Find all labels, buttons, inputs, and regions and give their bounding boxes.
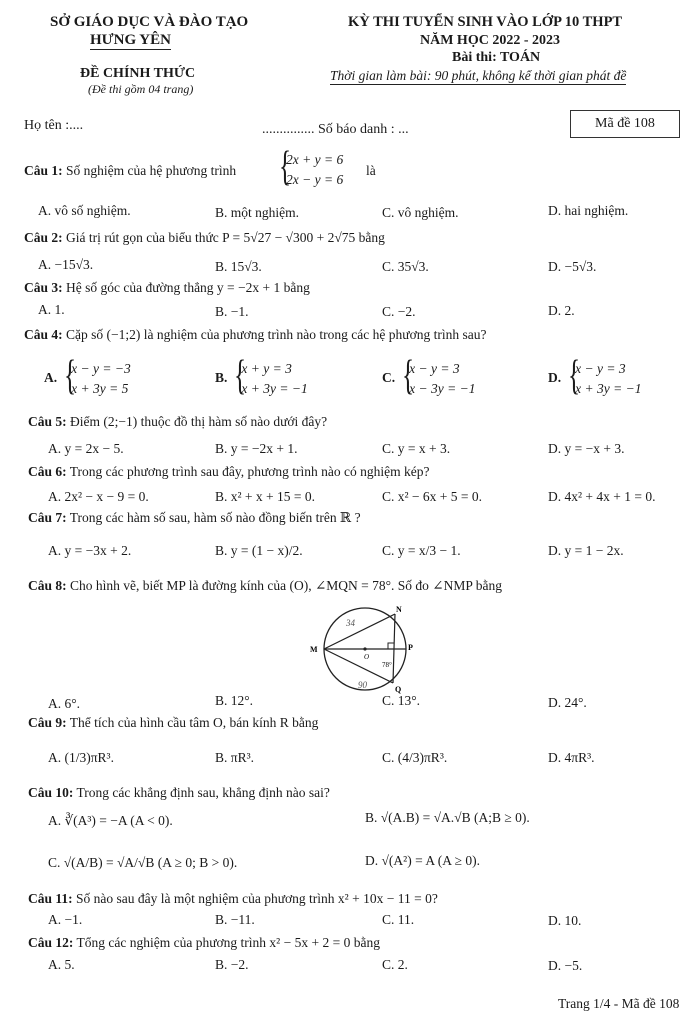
- q2-option-d: D. −5√3.: [548, 259, 597, 274]
- q8-option-d: D. 24°.: [548, 695, 587, 710]
- q3-option-b: B. −1.: [215, 304, 249, 319]
- q5-option-b: B. y = −2x + 1.: [215, 441, 298, 456]
- q6-option-d: D. 4x² + 4x + 1 = 0.: [548, 489, 656, 504]
- q1-system: { 2x + y = 6 2x − y = 6: [278, 150, 343, 190]
- q10-option-b: B. √(A.B) = √A.√B (A;B ≥ 0).: [365, 810, 530, 825]
- q12-option-b: B. −2.: [215, 957, 249, 972]
- q1-option-c: C. vô nghiệm.: [382, 205, 459, 220]
- q7-option-b: B. y = (1 − x)/2.: [215, 543, 303, 558]
- exam-code-box: Mã đề 108: [570, 110, 680, 138]
- time-note: Thời gian làm bài: 90 phút, không kể thời gian phát đề: [330, 68, 627, 83]
- q5-option-d: D. y = −x + 3.: [548, 441, 625, 456]
- question-4: Câu 4: Cặp số (−1;2) là nghiệm của phương trình nào trong các hệ phương trình sau?: [24, 327, 487, 342]
- q10-option-d: D. √(A²) = A (A ≥ 0).: [365, 853, 480, 868]
- q5-option-a: A. y = 2x − 5.: [48, 441, 124, 456]
- q1-option-d: D. hai nghiệm.: [548, 203, 629, 218]
- circle-diagram: [308, 604, 418, 696]
- handwritten-note-1: 34: [346, 618, 355, 628]
- q8-option-c: C. 13°.: [382, 693, 421, 708]
- q6-option-c: C. x² − 6x + 5 = 0.: [382, 489, 483, 504]
- q11-option-d: D. 10.: [548, 913, 582, 928]
- q8-option-b: B. 12°.: [215, 693, 254, 708]
- q11-option-a: A. −1.: [48, 912, 83, 927]
- q7-option-c: C. y = x/3 − 1.: [382, 543, 461, 558]
- q12-option-d: D. −5.: [548, 958, 583, 973]
- dept-line-1: SỞ GIÁO DỤC VÀ ĐÀO TẠO: [50, 14, 249, 30]
- q2-option-c: C. 35√3.: [382, 259, 429, 274]
- question-5: Câu 5: Điểm (2;−1) thuộc đồ thị hàm số nào dưới đây?: [28, 414, 328, 429]
- question-12: Câu 12: Tổng các nghiệm của phương trình x² − 5x + 2 = 0 bằng: [28, 935, 380, 950]
- school-year: NĂM HỌC 2022 - 2023: [420, 33, 560, 48]
- label-n: N: [396, 605, 402, 614]
- q1-option-a: A. vô số nghiệm.: [38, 203, 131, 218]
- question-9: Câu 9: Thể tích của hình cầu tâm O, bán kính R bằng: [28, 715, 319, 730]
- q10-option-c: C. √(A/B) = √A/√B (A ≥ 0; B > 0).: [48, 855, 238, 870]
- q3-option-d: D. 2.: [548, 303, 575, 318]
- name-field: Họ tên :....: [24, 118, 84, 133]
- label-p: P: [408, 643, 413, 652]
- q6-option-a: A. 2x² − x − 9 = 0.: [48, 489, 149, 504]
- question-6: Câu 6: Trong các phương trình sau đây, phương trình nào có nghiệm kép?: [28, 464, 430, 479]
- page-footer: Trang 1/4 - Mã đề 108: [558, 996, 680, 1011]
- q7-option-d: D. y = 1 − 2x.: [548, 543, 624, 558]
- chord-mn: [324, 614, 395, 649]
- q11-option-b: B. −11.: [215, 912, 255, 927]
- q2-option-b: B. 15√3.: [215, 259, 262, 274]
- right-angle-mark: [388, 643, 394, 649]
- label-q: Q: [395, 685, 402, 694]
- q9-option-b: B. πR³.: [215, 750, 254, 765]
- label-o: O: [364, 653, 370, 661]
- q6-option-b: B. x² + x + 15 = 0.: [215, 489, 316, 504]
- question-2: Câu 2: Giá trị rút gọn của biểu thức P = 5√27 − √300 + 2√75 bằng: [24, 230, 385, 245]
- q4-option-c: C.{ x − y = 3 x − 3y = −1: [382, 359, 475, 399]
- candidate-id-field: ............... Số báo danh : ...: [262, 122, 409, 137]
- question-10: Câu 10: Trong các khẳng định sau, khẳng định nào sai?: [28, 785, 330, 800]
- handwritten-note-2: 90: [358, 680, 367, 690]
- q1-option-b: B. một nghiệm.: [215, 205, 299, 220]
- q2-option-a: A. −15√3.: [38, 257, 94, 272]
- q9-option-a: A. (1/3)πR³.: [48, 750, 114, 765]
- dept-line-2: HƯNG YÊN: [90, 32, 171, 48]
- q9-option-d: D. 4πR³.: [548, 750, 595, 765]
- question-3: Câu 3: Hệ số góc của đường thẳng y = −2x + 1 bằng: [24, 280, 310, 295]
- q7-option-a: A. y = −3x + 2.: [48, 543, 132, 558]
- q8-option-a: A. 6°.: [48, 696, 81, 711]
- official-label: ĐỀ CHÍNH THỨC: [80, 66, 196, 81]
- exam-title: KỲ THI TUYỂN SINH VÀO LỚP 10 THPT: [348, 14, 623, 30]
- q10-option-a: A. ∛(A³) = −A (A < 0).: [48, 813, 173, 828]
- q4-option-a: A.{ x − y = −3 x + 3y = 5: [44, 359, 131, 399]
- question-8: Câu 8: Cho hình vẽ, biết MP là đường kính của (O), ∠MQN = 78°. Số đo ∠NMP bằng: [28, 578, 502, 593]
- q12-option-a: A. 5.: [48, 957, 75, 972]
- q8-figure: [308, 604, 418, 696]
- q5-option-c: C. y = x + 3.: [382, 441, 451, 456]
- q12-option-c: C. 2.: [382, 957, 408, 972]
- question-11: Câu 11: Số nào sau đây là một nghiệm của phương trình x² + 10x − 11 = 0?: [28, 891, 438, 906]
- q3-option-c: C. −2.: [382, 304, 416, 319]
- q1-tail: là: [366, 163, 376, 178]
- subject: Bài thi: TOÁN: [452, 50, 541, 65]
- q11-option-c: C. 11.: [382, 912, 415, 927]
- q9-option-c: C. (4/3)πR³.: [382, 750, 448, 765]
- question-7: Câu 7: Trong các hàm số sau, hàm số nào đồng biến trên ℝ ?: [28, 510, 361, 525]
- q4-option-d: D.{ x − y = 3 x + 3y = −1: [548, 359, 641, 399]
- question-1: Câu 1: Số nghiệm của hệ phương trình: [24, 163, 237, 178]
- q4-option-b: B.{ x + y = 3 x + 3y = −1: [215, 359, 308, 399]
- q3-option-a: A. 1.: [38, 302, 65, 317]
- center-dot: [363, 647, 366, 650]
- label-angle: 78°: [382, 661, 392, 669]
- label-m: M: [310, 645, 318, 654]
- pages-note: (Đề thi gồm 04 trang): [88, 82, 194, 96]
